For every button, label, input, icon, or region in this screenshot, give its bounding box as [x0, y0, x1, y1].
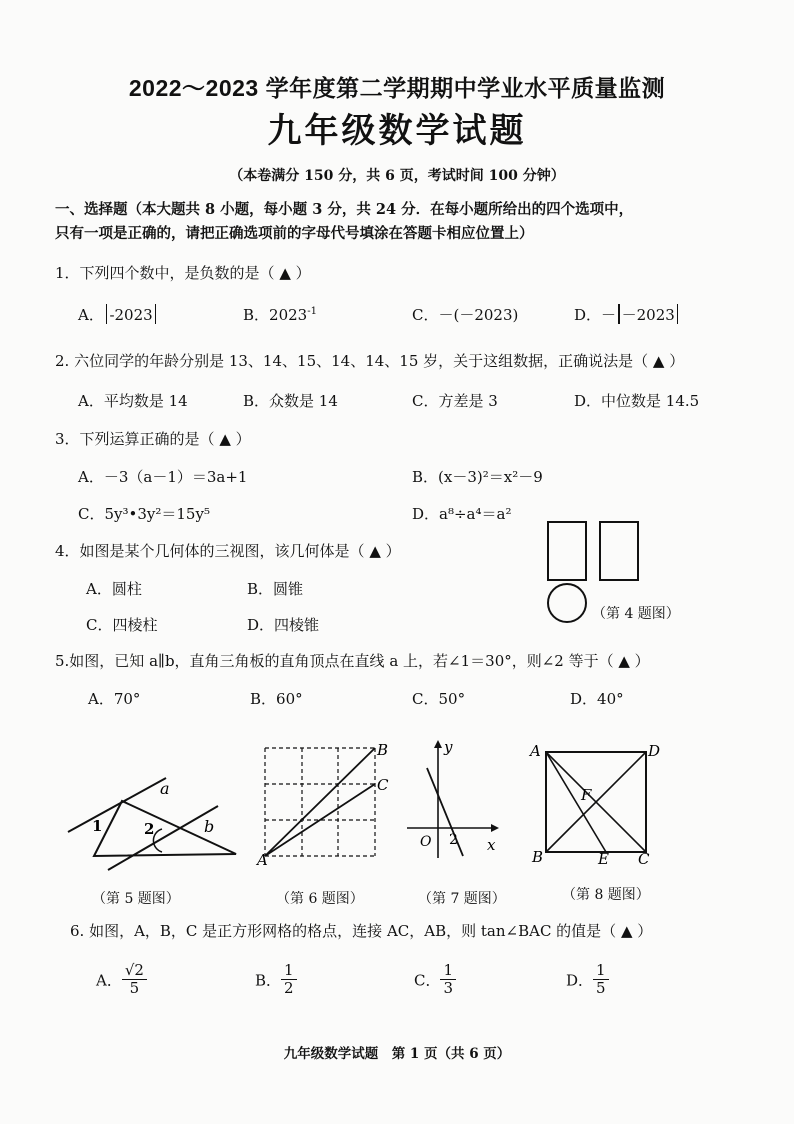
label-origin: O — [420, 834, 432, 850]
exam-title: 九年级数学试题 — [267, 111, 527, 151]
q2-stem: 2. 六位同学的年龄分别是 13、14、15、14、14、15 岁，关于这组数据，正确说法是（ ▲ ） — [55, 352, 685, 370]
f6-caption: （第 6 题图） — [276, 891, 364, 907]
figure-6 — [257, 740, 389, 869]
q6-option-b[interactable]: B． $\frac{1}{2}$ — [255, 962, 297, 998]
point-f: F — [581, 786, 592, 804]
q4-option-b[interactable]: B．圆锥 — [247, 580, 304, 598]
label-x: x — [487, 836, 496, 854]
figure-8 — [528, 738, 668, 868]
exam-title-line1: 2022～2023 学年度第二学期期中学业水平质量监测 — [128, 75, 666, 101]
point-b: B — [377, 741, 389, 759]
label-2: 2 — [449, 832, 458, 848]
q6-option-d[interactable]: D． $\frac{1}{5}$ — [566, 962, 609, 998]
q6-option-c[interactable]: C． $\frac{1}{3}$ — [414, 962, 456, 998]
f7-caption: （第 7 题图） — [418, 891, 506, 907]
point-e: E — [598, 850, 609, 868]
label-angle-1: 1 — [92, 817, 103, 835]
q5-option-c[interactable]: C．50° — [412, 690, 466, 708]
section-heading: 一、选择题（本大题共 8 小题，每小题 3 分，共 24 分．在每小题所给出的四个选项中， — [55, 201, 634, 218]
label-b: b — [204, 817, 215, 836]
exam-note: （本卷满分 150 分，共 6 页，考试时间 100 分钟） — [229, 168, 565, 184]
q5-option-a[interactable]: A．70° — [88, 690, 141, 708]
label-y: y — [444, 738, 453, 756]
q4-option-a[interactable]: A．圆柱 — [86, 580, 142, 598]
point-d: D — [648, 742, 661, 760]
q1-option-c[interactable]: C．－(－2023) — [412, 306, 519, 324]
q3-option-a[interactable]: A．－3（a－1）＝3a+1 — [78, 468, 248, 486]
section-heading-cont: 只有一项是正确的，请把正确选项前的字母代号填涂在答题卡相应位置上） — [55, 225, 534, 242]
q4-stem: 4．如图是某个几何体的三视图，该几何体是（ ▲ ） — [55, 542, 401, 560]
q6-stem: 6. 如图，A，B，C 是正方形网格的格点，连接 AC，AB，则 tan∠BAC 的值是（ ▲ ） — [70, 922, 653, 940]
point-b: B — [532, 848, 544, 866]
q5-option-d[interactable]: D．40° — [570, 690, 624, 708]
right-triangle — [94, 801, 236, 856]
side-view-rect — [600, 522, 638, 580]
f5-caption: （第 5 题图） — [92, 891, 180, 907]
label-a: a — [160, 779, 170, 798]
label-angle-2: 2 — [144, 820, 155, 838]
q1-stem: 1．下列四个数中，是负数的是（ ▲ ） — [55, 264, 311, 282]
q2-option-c[interactable]: C．方差是 3 — [412, 392, 498, 410]
q4-option-d[interactable]: D．四棱锥 — [247, 616, 320, 634]
q5-option-b[interactable]: B．60° — [250, 690, 303, 708]
q4-caption: （第 4 题图） — [592, 606, 680, 622]
q4-option-c[interactable]: C．四棱柱 — [86, 616, 158, 634]
top-view-circle — [548, 584, 586, 622]
q2-option-b[interactable]: B．众数是 14 — [243, 392, 338, 410]
q2-option-d[interactable]: D．中位数是 14.5 — [574, 392, 700, 410]
q5-stem: 5.如图，已知 a∥b，直角三角板的直角顶点在直线 a 上，若∠1＝30°，则∠2 等于（ ▲ ） — [55, 652, 650, 670]
q3-option-d[interactable]: D．a⁸÷a⁴＝a² — [412, 505, 512, 523]
figure-7 — [405, 738, 505, 863]
figure-5 — [66, 768, 246, 878]
point-c: C — [377, 776, 389, 794]
front-view-rect — [548, 522, 586, 580]
page-footer: 九年级数学试题 第 1 页（共 6 页） — [283, 1046, 511, 1062]
point-c: C — [638, 850, 650, 868]
q3-option-c[interactable]: C．5y³•3y²＝15y⁵ — [78, 505, 210, 523]
q1-option-a[interactable]: A． -2023 — [78, 304, 158, 325]
q3-option-b[interactable]: B．(x－3)²＝x²－9 — [412, 468, 543, 486]
point-a: A — [257, 851, 268, 869]
f8-caption: （第 8 题图） — [562, 887, 650, 903]
q2-option-a[interactable]: A．平均数是 14 — [78, 392, 188, 410]
q1-option-d[interactable]: D．－ －2023 — [574, 304, 680, 325]
segment-ab — [265, 748, 375, 856]
q3-stem: 3．下列运算正确的是（ ▲ ） — [55, 430, 251, 448]
point-a: A — [530, 742, 541, 760]
q6-option-a[interactable]: A． $\frac{√2}{5}$ — [96, 962, 147, 998]
q1-option-b[interactable]: B．$2023^{-1}$ — [243, 306, 317, 324]
